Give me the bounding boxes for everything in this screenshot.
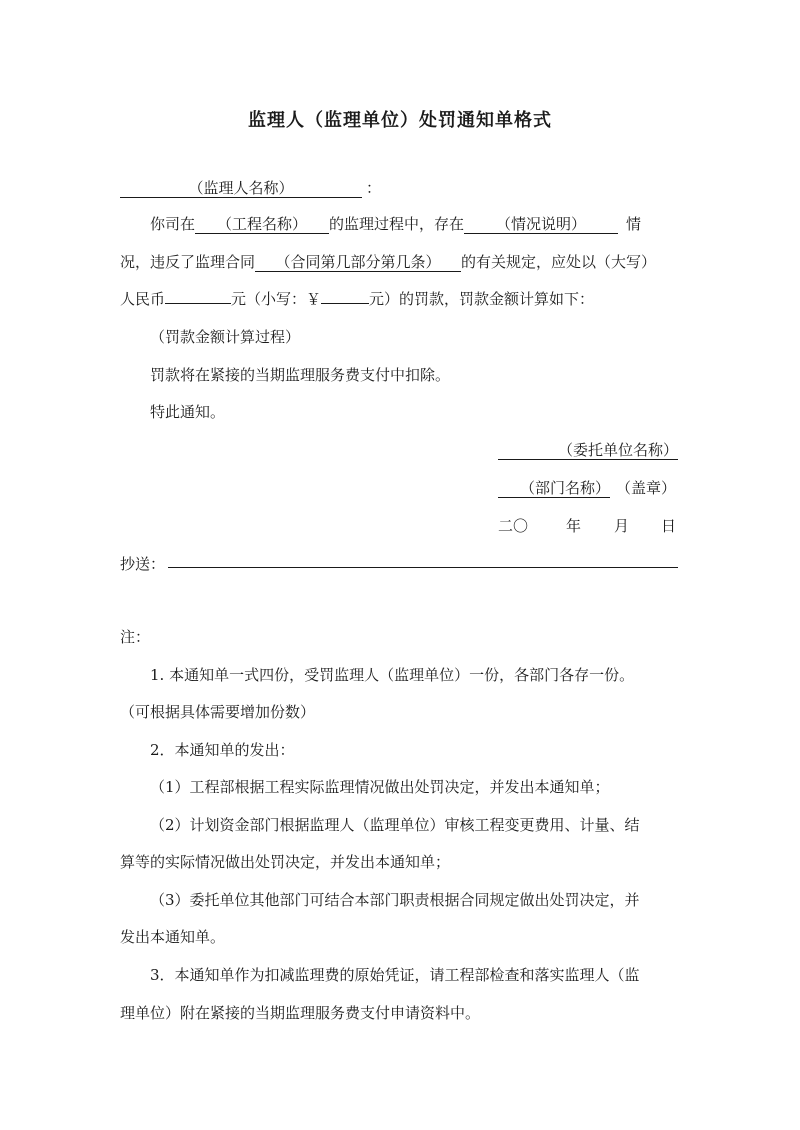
addressee-line — [120, 178, 381, 198]
note-1: 1. 本通知单一式四份，受罚监理人（监理单位）一份，各部门各存一份。 — [150, 666, 635, 684]
para1-text: 你司在 — [150, 215, 196, 233]
date-prefix: 二〇 — [498, 517, 529, 535]
date-year: 年 — [566, 517, 582, 535]
project-name-field[interactable] — [195, 215, 329, 234]
para1-text: 元）的罚款，罚款金额计算如下： — [369, 290, 595, 308]
entrusting-unit-placeholder: （委托单位名称） — [557, 441, 678, 459]
situation-field[interactable] — [464, 215, 618, 234]
note-2-2: （2）计划资金部门根据监理人（监理单位）审核工程变更费用、计量、结 — [150, 816, 640, 834]
note-1-continued: （可根据具体需要增加份数） — [120, 703, 316, 721]
contract-clause-field[interactable] — [255, 253, 461, 272]
para1-text: 情 — [626, 215, 642, 233]
deduction-text: 罚款将在紧接的当期监理服务费支付中扣除。 — [150, 366, 451, 384]
para1-text: 人民币 — [120, 290, 166, 308]
department-placeholder: （部门名称） — [519, 479, 610, 497]
note-2-3-continued: 发出本通知单。 — [120, 928, 226, 946]
page-title: 监理人（监理单位）处罚通知单格式 — [248, 110, 552, 131]
entrusting-unit-field[interactable] — [498, 441, 678, 460]
date-day: 日 — [661, 517, 677, 535]
date-line — [498, 516, 528, 536]
addressee-field[interactable] — [120, 179, 362, 198]
amount-uppercase-field[interactable] — [165, 303, 231, 304]
project-name-placeholder: （工程名称） — [217, 215, 308, 233]
para1-text: 元（小写：￥ — [231, 290, 322, 308]
entrusting-unit-line — [498, 440, 678, 460]
cc-field[interactable] — [168, 567, 678, 568]
note-2: 2．本通知单的发出： — [150, 741, 295, 759]
para1-line3 — [120, 289, 594, 309]
notes-heading: 注： — [120, 628, 151, 646]
seal-label: （盖章） — [616, 479, 677, 497]
addressee-placeholder: （监理人名称） — [188, 179, 294, 197]
note-3-continued: 理单位）附在紧接的当期监理服务费支付申请资料中。 — [120, 1004, 481, 1022]
note-2-1: （1）工程部根据工程实际监理情况做出处罚决定，并发出本通知单； — [150, 778, 610, 796]
note-2-2-continued: 算等的实际情况做出处罚决定，并发出本通知单； — [120, 853, 451, 871]
calc-process: （罚款金额计算过程） — [150, 328, 301, 346]
situation-placeholder: （情况说明） — [496, 215, 587, 233]
cc-label: 抄送： — [120, 555, 166, 573]
addressee-colon: ： — [366, 179, 382, 197]
date-month: 月 — [614, 517, 630, 535]
department-line — [498, 478, 676, 498]
para1-line2 — [120, 252, 656, 272]
amount-lowercase-field[interactable] — [321, 303, 369, 304]
department-field[interactable] — [498, 479, 610, 498]
notice-text: 特此通知。 — [150, 403, 226, 421]
para1-text: 的监理过程中，存在 — [329, 215, 465, 233]
para1-text: 况，违反了监理合同 — [120, 253, 256, 271]
note-3: 3．本通知单作为扣减监理费的原始凭证，请工程部检查和落实监理人（监 — [150, 966, 640, 984]
para1-text: 的有关规定，应处以（大写） — [461, 253, 657, 271]
para1-line1 — [150, 214, 641, 234]
contract-clause-placeholder: （合同第几部分第几条） — [275, 253, 441, 271]
note-2-3: （3）委托单位其他部门可结合本部门职责根据合同规定做出处罚决定，并 — [150, 891, 640, 909]
